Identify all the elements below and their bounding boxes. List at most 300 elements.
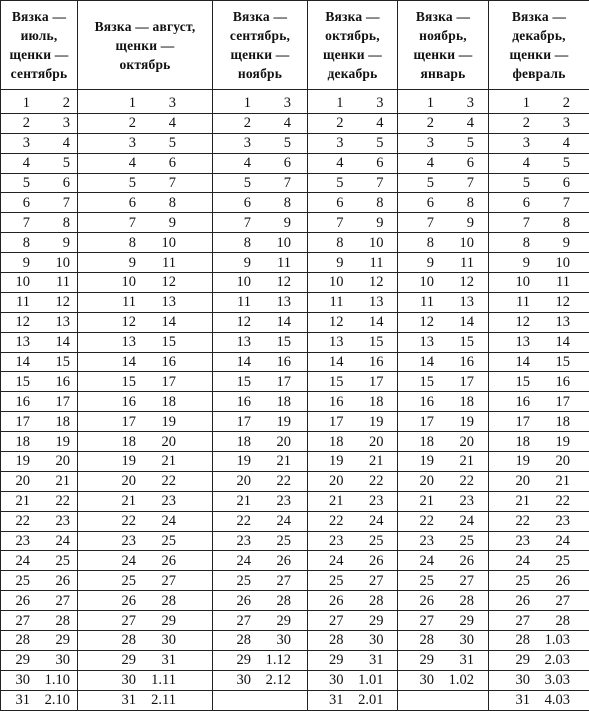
whelping-date: 16 (530, 374, 570, 390)
date-pair (8, 513, 70, 529)
date-cell (398, 94, 489, 113)
mating-date: 11 (229, 294, 251, 310)
date-cell (489, 631, 589, 651)
date-pair (8, 195, 70, 211)
date-pair (412, 115, 474, 131)
date-cell (78, 94, 213, 113)
mating-date: 8 (229, 235, 251, 251)
whelping-date: 14 (30, 334, 70, 350)
whelping-date: 15 (344, 334, 384, 350)
header-label: Вязка — август, щенки — октябрь (95, 17, 196, 74)
whelping-date: 12 (30, 294, 70, 310)
date-cell (398, 511, 489, 531)
whelping-date: 9 (530, 235, 570, 251)
date-pair (8, 274, 70, 290)
date-cell (1, 392, 78, 412)
mating-date: 6 (322, 195, 344, 211)
date-cell (489, 432, 589, 452)
date-cell (489, 511, 589, 531)
date-cell (308, 213, 398, 233)
table-row (1, 292, 589, 312)
date-pair (508, 175, 570, 191)
date-pair (322, 513, 384, 529)
date-pair (114, 135, 176, 151)
date-cell (308, 392, 398, 412)
date-cell (308, 491, 398, 511)
date-cell (213, 392, 308, 412)
mating-date: 2 (114, 115, 136, 131)
table-row (1, 273, 589, 293)
whelping-date: 25 (344, 533, 384, 549)
date-pair (322, 235, 384, 251)
date-cell (213, 471, 308, 491)
date-cell (1, 591, 78, 611)
date-cell (1, 312, 78, 332)
date-pair (412, 215, 474, 231)
mating-date: 26 (412, 593, 434, 609)
whelping-date: 10 (251, 235, 291, 251)
mating-date: 17 (114, 414, 136, 430)
whelping-date: 9 (136, 215, 176, 231)
table-row (1, 531, 589, 551)
date-cell (1, 193, 78, 213)
whelping-date: 23 (30, 513, 70, 529)
whelping-date: 23 (344, 493, 384, 509)
mating-date: 25 (508, 573, 530, 589)
table-row (1, 471, 589, 491)
date-cell (1, 571, 78, 591)
date-pair (229, 374, 291, 390)
mating-date: 19 (229, 453, 251, 469)
date-pair (8, 533, 70, 549)
date-pair (229, 573, 291, 589)
whelping-date: 2.01 (344, 692, 384, 708)
date-pair (412, 453, 474, 469)
table-row (1, 491, 589, 511)
date-pair (412, 533, 474, 549)
mating-date: 30 (229, 672, 251, 688)
mating-date: 17 (508, 414, 530, 430)
date-pair (229, 175, 291, 191)
date-pair (114, 414, 176, 430)
whelping-date: 20 (30, 453, 70, 469)
date-pair (229, 533, 291, 549)
whelping-date: 29 (30, 632, 70, 648)
mating-date: 25 (229, 573, 251, 589)
date-pair (508, 155, 570, 171)
mating-date: 10 (508, 274, 530, 290)
mating-date: 17 (229, 414, 251, 430)
date-pair (114, 632, 176, 648)
whelping-date: 21 (530, 473, 570, 489)
whelping-date: 18 (344, 394, 384, 410)
whelping-date: 8 (30, 215, 70, 231)
whelping-date: 2.03 (530, 652, 570, 668)
date-cell (308, 631, 398, 651)
date-cell (1, 94, 78, 113)
date-cell (489, 352, 589, 372)
mating-date: 9 (508, 255, 530, 271)
mating-date: 29 (8, 652, 30, 668)
date-pair (322, 652, 384, 668)
header-label: Вязка — июль, щенки — сентябрь (10, 7, 69, 83)
whelping-date: 1.11 (136, 672, 176, 688)
mating-date: 14 (508, 354, 530, 370)
date-cell (398, 531, 489, 551)
whelping-date: 27 (530, 593, 570, 609)
whelping-date: 8 (251, 195, 291, 211)
whelping-date: 29 (434, 613, 474, 629)
whelping-date: 14 (434, 314, 474, 330)
date-pair (114, 652, 176, 668)
whelping-date: 19 (530, 434, 570, 450)
mating-date: 10 (322, 274, 344, 290)
table-row (1, 253, 589, 273)
date-pair (8, 692, 70, 708)
date-cell (398, 611, 489, 631)
mating-date: 8 (322, 235, 344, 251)
whelping-date: 20 (344, 434, 384, 450)
date-pair (412, 613, 474, 629)
mating-date: 16 (114, 394, 136, 410)
date-cell (78, 173, 213, 193)
date-cell (308, 273, 398, 293)
whelping-date: 18 (434, 394, 474, 410)
date-cell (78, 412, 213, 432)
whelping-date: 3 (344, 95, 384, 111)
date-pair (229, 493, 291, 509)
whelping-date: 2 (30, 95, 70, 111)
whelping-date: 28 (344, 593, 384, 609)
header-cell-oct-dec (308, 1, 398, 90)
table-body (1, 90, 589, 711)
mating-date: 5 (508, 175, 530, 191)
date-pair (322, 553, 384, 569)
mating-date: 11 (322, 294, 344, 310)
whelping-date: 19 (251, 414, 291, 430)
whelping-date: 17 (344, 374, 384, 390)
mating-date: 31 (508, 692, 530, 708)
whelping-date: 9 (30, 235, 70, 251)
date-pair (229, 215, 291, 231)
date-cell (308, 511, 398, 531)
mating-date: 2 (508, 115, 530, 131)
date-pair (114, 95, 176, 111)
date-pair (322, 294, 384, 310)
date-cell (213, 253, 308, 273)
mating-date: 12 (8, 314, 30, 330)
whelping-date: 10 (434, 235, 474, 251)
date-pair (412, 652, 474, 668)
mating-date: 25 (412, 573, 434, 589)
date-pair (114, 115, 176, 131)
date-pair (229, 235, 291, 251)
date-pair (412, 553, 474, 569)
date-cell (213, 591, 308, 611)
table-row (1, 650, 589, 670)
mating-date: 15 (412, 374, 434, 390)
whelping-date: 17 (530, 394, 570, 410)
date-pair (412, 135, 474, 151)
whelping-date: 21 (434, 453, 474, 469)
date-pair (114, 493, 176, 509)
date-pair (114, 334, 176, 350)
date-pair (8, 493, 70, 509)
mating-date: 30 (114, 672, 136, 688)
date-cell (308, 551, 398, 571)
mating-date: 14 (412, 354, 434, 370)
mating-date: 10 (412, 274, 434, 290)
date-pair (322, 473, 384, 489)
mating-date: 27 (508, 613, 530, 629)
mating-date: 11 (114, 294, 136, 310)
date-pair (322, 115, 384, 131)
date-pair (8, 155, 70, 171)
date-cell (1, 452, 78, 472)
header-cell-nov-jan (398, 1, 489, 90)
date-pair (8, 374, 70, 390)
mating-date: 27 (322, 613, 344, 629)
date-pair (8, 672, 70, 688)
date-pair (229, 294, 291, 310)
mating-date: 5 (322, 175, 344, 191)
whelping-date: 7 (136, 175, 176, 191)
mating-date: 7 (114, 215, 136, 231)
date-cell (1, 253, 78, 273)
mating-date: 30 (8, 672, 30, 688)
mating-date: 7 (412, 215, 434, 231)
whelping-date: 4 (30, 135, 70, 151)
mating-date: 22 (412, 513, 434, 529)
date-cell (213, 94, 308, 113)
date-pair (322, 215, 384, 231)
date-pair (229, 155, 291, 171)
whelping-date: 30 (251, 632, 291, 648)
whelping-date: 11 (530, 274, 570, 290)
mating-date: 6 (412, 195, 434, 211)
mating-date: 2 (8, 115, 30, 131)
date-pair (114, 354, 176, 370)
date-cell (398, 193, 489, 213)
date-cell (213, 173, 308, 193)
date-pair (322, 274, 384, 290)
whelping-date: 18 (251, 394, 291, 410)
date-pair (508, 652, 570, 668)
mating-date: 31 (114, 692, 136, 708)
mating-date: 6 (229, 195, 251, 211)
date-cell (398, 571, 489, 591)
date-pair (8, 95, 70, 111)
mating-date: 12 (322, 314, 344, 330)
date-pair (322, 493, 384, 509)
date-cell (213, 551, 308, 571)
date-cell (78, 233, 213, 253)
whelping-date: 21 (344, 453, 384, 469)
table-row (1, 511, 589, 531)
mating-date: 4 (508, 155, 530, 171)
date-pair (114, 374, 176, 390)
mating-date: 13 (8, 334, 30, 350)
whelping-date: 15 (136, 334, 176, 350)
mating-date: 2 (412, 115, 434, 131)
mating-date: 12 (508, 314, 530, 330)
date-cell (78, 372, 213, 392)
date-cell (398, 491, 489, 511)
date-pair (412, 255, 474, 271)
table-row (1, 153, 589, 173)
date-cell (398, 412, 489, 432)
date-pair (508, 115, 570, 131)
date-pair (8, 235, 70, 251)
whelping-date: 16 (344, 354, 384, 370)
date-cell (489, 173, 589, 193)
date-cell (78, 292, 213, 312)
whelping-date: 21 (136, 453, 176, 469)
date-pair (229, 453, 291, 469)
date-cell (1, 611, 78, 631)
whelping-date: 12 (136, 274, 176, 290)
whelping-date: 18 (30, 414, 70, 430)
whelping-date: 20 (251, 434, 291, 450)
date-pair (229, 513, 291, 529)
date-cell (489, 491, 589, 511)
mating-date: 18 (322, 434, 344, 450)
date-pair (412, 195, 474, 211)
whelping-date: 16 (136, 354, 176, 370)
whelping-date: 1.10 (30, 672, 70, 688)
date-cell (308, 113, 398, 133)
date-pair (322, 434, 384, 450)
date-pair (508, 334, 570, 350)
whelping-date: 20 (434, 434, 474, 450)
date-pair (229, 473, 291, 489)
header-cell-dec-feb (489, 1, 589, 90)
date-cell (78, 591, 213, 611)
date-pair (229, 394, 291, 410)
whelping-date: 17 (30, 394, 70, 410)
date-cell (308, 352, 398, 372)
table-row (1, 173, 589, 193)
mating-date: 16 (322, 394, 344, 410)
mating-date: 11 (412, 294, 434, 310)
mating-date: 30 (322, 672, 344, 688)
date-cell (1, 332, 78, 352)
mating-date: 25 (8, 573, 30, 589)
date-cell (489, 372, 589, 392)
date-pair (508, 613, 570, 629)
date-pair (412, 473, 474, 489)
date-pair (322, 175, 384, 191)
whelping-date: 7 (530, 195, 570, 211)
whelping-date: 25 (434, 533, 474, 549)
date-cell (308, 531, 398, 551)
date-pair (322, 155, 384, 171)
date-pair (8, 394, 70, 410)
whelping-date: 3 (530, 115, 570, 131)
date-cell (213, 531, 308, 551)
whelping-date: 6 (30, 175, 70, 191)
whelping-date: 13 (530, 314, 570, 330)
whelping-date: 2.10 (30, 692, 70, 708)
whelping-date: 24 (344, 513, 384, 529)
date-pair (229, 115, 291, 131)
date-cell (489, 312, 589, 332)
date-cell (213, 571, 308, 591)
mating-date: 29 (322, 652, 344, 668)
whelping-date: 5 (530, 155, 570, 171)
date-pair (508, 195, 570, 211)
date-pair (322, 573, 384, 589)
date-cell (398, 690, 489, 710)
mating-date: 25 (322, 573, 344, 589)
whelping-date: 15 (251, 334, 291, 350)
whelping-date: 1.01 (344, 672, 384, 688)
date-cell (489, 253, 589, 273)
whelping-date: 7 (344, 175, 384, 191)
date-pair (508, 95, 570, 111)
date-cell (489, 551, 589, 571)
mating-date: 5 (412, 175, 434, 191)
mating-date: 18 (412, 434, 434, 450)
whelping-date: 18 (530, 414, 570, 430)
mating-date: 7 (229, 215, 251, 231)
whelping-date: 4.03 (530, 692, 570, 708)
whelping-date: 13 (136, 294, 176, 310)
whelping-date: 24 (434, 513, 474, 529)
whelping-date: 5 (434, 135, 474, 151)
date-cell (308, 690, 398, 710)
whelping-date: 23 (530, 513, 570, 529)
whelping-date: 19 (30, 434, 70, 450)
date-cell (213, 193, 308, 213)
whelping-date: 14 (136, 314, 176, 330)
mating-date: 12 (229, 314, 251, 330)
date-cell (489, 94, 589, 113)
date-pair (229, 613, 291, 629)
date-cell (1, 113, 78, 133)
whelping-date: 9 (251, 215, 291, 231)
whelping-date: 5 (30, 155, 70, 171)
date-pair (322, 95, 384, 111)
whelping-date: 31 (434, 652, 474, 668)
whelping-date: 22 (136, 473, 176, 489)
date-pair (508, 593, 570, 609)
mating-date: 9 (114, 255, 136, 271)
mating-date: 20 (229, 473, 251, 489)
date-cell (398, 452, 489, 472)
date-cell (1, 352, 78, 372)
date-cell (489, 591, 589, 611)
mating-date: 3 (229, 135, 251, 151)
date-cell (398, 631, 489, 651)
date-pair (412, 175, 474, 191)
date-pair (412, 314, 474, 330)
date-pair (8, 115, 70, 131)
mating-date: 26 (8, 593, 30, 609)
date-pair (508, 573, 570, 589)
mating-date: 13 (508, 334, 530, 350)
date-cell (489, 670, 589, 690)
header-label: Вязка — декабрь, щенки — февраль (510, 7, 569, 83)
mating-date: 3 (322, 135, 344, 151)
whelping-date: 22 (530, 493, 570, 509)
header-row (1, 1, 589, 90)
date-pair (8, 175, 70, 191)
whelping-date: 13 (344, 294, 384, 310)
date-pair (322, 414, 384, 430)
mating-date: 9 (8, 255, 30, 271)
date-cell (308, 471, 398, 491)
